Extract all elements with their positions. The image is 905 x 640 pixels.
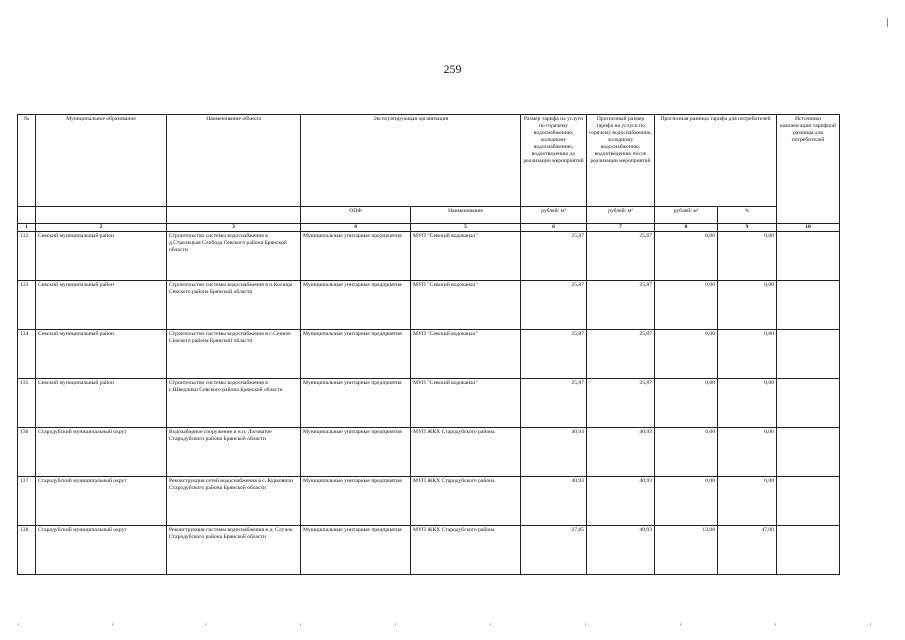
- col-number: 8: [655, 224, 718, 232]
- row-tariff-before: 27,85: [521, 526, 587, 575]
- row-diff-pct: 0,00: [718, 330, 777, 379]
- footer-scan-mark: ': [300, 622, 302, 631]
- col-number: 1: [18, 224, 36, 232]
- header-unit-before: рублей/ м³: [521, 207, 587, 224]
- footer-scan-mark: ': [112, 622, 114, 631]
- footer-scan-mark: ': [775, 622, 777, 631]
- footer-scan-mark: ': [18, 622, 20, 631]
- row-municipality: Стародубский муниципальный округ: [36, 526, 167, 575]
- row-diff-rub: 0,00: [655, 428, 718, 477]
- row-opf: Муниципальные унитарные предприятия: [301, 526, 411, 575]
- row-opf: Муниципальные унитарные предприятия: [301, 477, 411, 526]
- row-org: МУП "Севский водоканал": [411, 379, 521, 428]
- row-sources: [777, 232, 840, 281]
- row-diff-pct: 47,00: [718, 526, 777, 575]
- row-municipality: Севский муниципальный район: [36, 379, 167, 428]
- row-municipality: Стародубский муниципальный округ: [36, 428, 167, 477]
- col-number: 4: [301, 224, 411, 232]
- header-unit-after: рублей/ м³: [587, 207, 655, 224]
- row-no: 136: [18, 428, 36, 477]
- table-row: [18, 526, 840, 575]
- row-tariff-after: 25,87: [587, 281, 655, 330]
- row-diff-rub: 0,00: [655, 379, 718, 428]
- row-diff-pct: 0,00: [718, 232, 777, 281]
- row-object: Реконструкция системы водоснабжения в д. Случок Стародубского района Брянской области: [167, 526, 301, 575]
- row-municipality: Стародубский муниципальный округ: [36, 477, 167, 526]
- row-no: 134: [18, 330, 36, 379]
- row-diff-rub: 0,00: [655, 477, 718, 526]
- row-org: МУП "Севский водоканал": [411, 330, 521, 379]
- row-tariff-after: 25,87: [587, 330, 655, 379]
- corner-scan-mark: [887, 18, 888, 27]
- header-row-units: [18, 207, 840, 224]
- row-municipality: Севский муниципальный район: [36, 281, 167, 330]
- footer-scan-mark: ': [870, 622, 872, 631]
- row-tariff-after: 25,87: [587, 232, 655, 281]
- header-municipality: Муниципальное образование: [36, 115, 167, 207]
- row-org: МУП ЖКХ Стародубского района: [411, 477, 521, 526]
- footer-scan-mark: ': [205, 622, 207, 631]
- row-org: МУП "Севский водоканал": [411, 281, 521, 330]
- header-org-name: Наименование: [411, 207, 521, 224]
- row-sources: [777, 477, 840, 526]
- row-opf: Муниципальные унитарные предприятия: [301, 379, 411, 428]
- header-difference: Прогнозная разница тарифа для потребителей: [655, 115, 777, 207]
- header-sources: Источники компенсации тарифной разницы для потребителей: [777, 115, 840, 224]
- row-sources: [777, 526, 840, 575]
- footer-scan-mark: ': [395, 622, 397, 631]
- row-no: 132: [18, 232, 36, 281]
- row-tariff-after: 40,93: [587, 477, 655, 526]
- row-sources: [777, 428, 840, 477]
- header-empty-1: [18, 207, 36, 224]
- footer-scan-mark: ': [680, 622, 682, 631]
- header-unit-percent: %: [718, 207, 777, 224]
- row-tariff-before: 40,93: [521, 428, 587, 477]
- row-diff-pct: 0,00: [718, 281, 777, 330]
- page-number: 259: [443, 62, 462, 76]
- header-empty-2: [36, 207, 167, 224]
- row-diff-rub: 13,08: [655, 526, 718, 575]
- col-number: 9: [718, 224, 777, 232]
- row-diff-pct: 0,00: [718, 477, 777, 526]
- row-tariff-after: 40,93: [587, 428, 655, 477]
- row-diff-rub: 0,00: [655, 330, 718, 379]
- header-row-main: [18, 115, 840, 207]
- header-tariff-after: Прогнозный размер тарифа на услуги по горячему водоснабжению, холодному водоснабжению, водоотведению после реализации мероприятий: [587, 115, 655, 207]
- footer-scan-mark: ': [490, 622, 492, 631]
- table-row: [18, 281, 840, 330]
- row-diff-rub: 0,00: [655, 281, 718, 330]
- table-row: [18, 379, 840, 428]
- row-org: МУП ЖКХ Стародубского района: [411, 526, 521, 575]
- row-diff-rub: 0,00: [655, 232, 718, 281]
- row-tariff-before: 40,93: [521, 477, 587, 526]
- col-number: 10: [777, 224, 840, 232]
- table-row: [18, 330, 840, 379]
- table-row: [18, 232, 840, 281]
- row-tariff-before: 25,87: [521, 232, 587, 281]
- row-object: Строительство системы водоснабжения в д.Стрелецкая Слобода Севского района Брянской области: [167, 232, 301, 281]
- header-row-numbers: [18, 224, 840, 232]
- row-no: 138: [18, 526, 36, 575]
- header-empty-3: [167, 207, 301, 224]
- col-number: 3: [167, 224, 301, 232]
- header-unit-diff: рублей/ м³: [655, 207, 718, 224]
- row-opf: Муниципальные унитарные предприятия: [301, 281, 411, 330]
- row-org: МУП ЖКХ Стародубского района: [411, 428, 521, 477]
- row-diff-pct: 0,00: [718, 379, 777, 428]
- header-tariff-before: Размер тарифа на услуги по горячему водоснабжению, холодному водоснабжению, водоотведению до реализации мероприятий: [521, 115, 587, 207]
- row-tariff-before: 25,87: [521, 330, 587, 379]
- col-number: 7: [587, 224, 655, 232]
- row-sources: [777, 281, 840, 330]
- footer-scan-mark: ': [585, 622, 587, 631]
- row-tariff-after: 25,87: [587, 379, 655, 428]
- row-sources: [777, 330, 840, 379]
- row-no: 135: [18, 379, 36, 428]
- col-number: 6: [521, 224, 587, 232]
- row-tariff-before: 25,87: [521, 379, 587, 428]
- row-object: Реконструкция сетей водоснабжения в с. Курковичи Стародубского района Брянской области: [167, 477, 301, 526]
- row-object: Водозаборное сооружение в н.п. Логоватое Стародубского района Брянской области: [167, 428, 301, 477]
- row-org: МУП "Севский водоканал": [411, 232, 521, 281]
- row-opf: Муниципальные унитарные предприятия: [301, 428, 411, 477]
- col-number: 2: [36, 224, 167, 232]
- row-no: 137: [18, 477, 36, 526]
- row-no: 133: [18, 281, 36, 330]
- row-sources: [777, 379, 840, 428]
- row-diff-pct: 0,00: [718, 428, 777, 477]
- col-number: 5: [411, 224, 521, 232]
- row-tariff-before: 25,87: [521, 281, 587, 330]
- header-operator: Эксплуатирующая организация: [301, 115, 521, 207]
- table-row: [18, 428, 840, 477]
- row-municipality: Севский муниципальный район: [36, 232, 167, 281]
- header-opf: ОПФ: [301, 207, 411, 224]
- row-opf: Муниципальные унитарные предприятия: [301, 330, 411, 379]
- row-object: Строительство системы водоснабжения в п.Косицы Севского района Брянской области: [167, 281, 301, 330]
- row-municipality: Севский муниципальный район: [36, 330, 167, 379]
- table-row: [18, 477, 840, 526]
- tariff-table: [17, 114, 840, 575]
- header-object: Наименование объекта: [167, 115, 301, 207]
- row-tariff-after: 40,93: [587, 526, 655, 575]
- row-opf: Муниципальные унитарные предприятия: [301, 232, 411, 281]
- row-object: Строительство системы водоснабжения в с.Сенное Севского района Брянской области: [167, 330, 301, 379]
- header-no: №: [18, 115, 36, 207]
- row-object: Строительство системы водоснабжения в с.Шведчики Севского района Брянской области: [167, 379, 301, 428]
